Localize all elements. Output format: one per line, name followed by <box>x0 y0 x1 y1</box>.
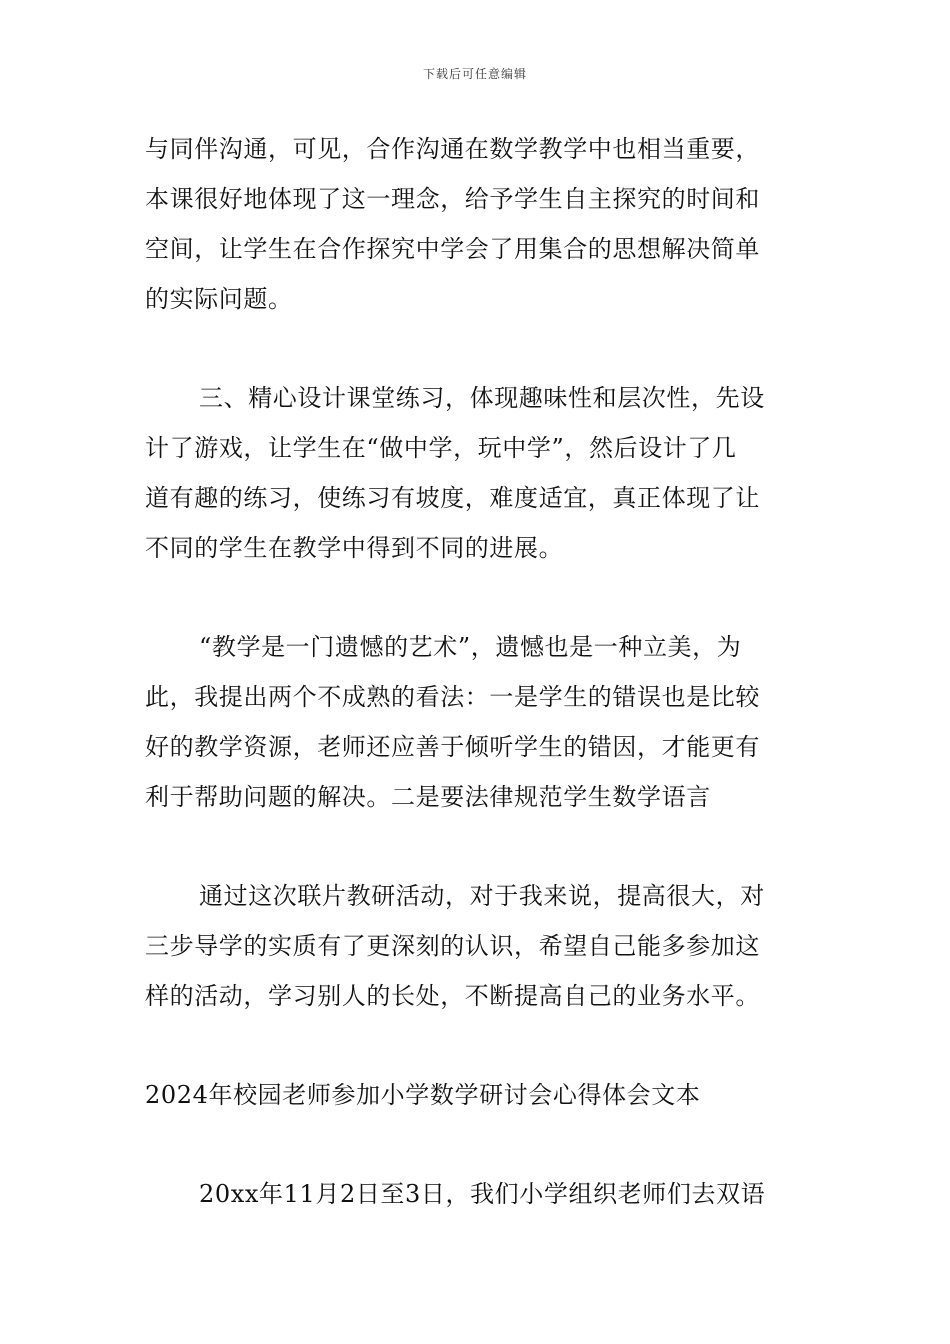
text-line: 三步导学的实质有了更深刻的认识，希望自己能多参加这 <box>145 932 760 960</box>
paragraph-2 <box>145 373 810 573</box>
paragraph-spacer <box>145 822 810 871</box>
text-line: 道有趣的练习，使练习有坡度，难度适宜，真正体现了让 <box>145 484 760 512</box>
section-title <box>145 1070 810 1120</box>
text-line: 20xx年11月2日至3日，我们小学组织老师们去双语 <box>199 1180 766 1208</box>
paragraph-1 <box>145 124 810 324</box>
text-line: 通过这次联片教研活动，对于我来说，提高很大，对 <box>199 882 765 910</box>
paragraph-spacer <box>145 573 810 622</box>
paragraph-spacer <box>145 324 810 373</box>
paragraph-3 <box>145 622 810 822</box>
paragraph-spacer <box>145 1021 810 1070</box>
paragraph-4 <box>145 871 810 1021</box>
text-line: “教学是一门遗憾的艺术”，遗憾也是一种立美，为 <box>199 633 742 661</box>
text-line: 本课很好地体现了这一理念，给予学生自主探究的时间和 <box>145 185 760 213</box>
text-line: 的实际问题。 <box>145 285 293 313</box>
document-title-line: 2024年校园老师参加小学数学研讨会心得体会文本 <box>145 1081 701 1109</box>
text-line: 计了游戏，让学生在“做中学，玩中学”，然后设计了几 <box>145 434 737 462</box>
text-line: 空间，让学生在合作探究中学会了用集合的思想解决简单 <box>145 235 760 263</box>
text-line: 此，我提出两个不成熟的看法：一是学生的错误也是比较 <box>145 683 760 711</box>
text-line: 三、精心设计课堂练习，体现趣味性和层次性，先设 <box>199 384 765 412</box>
paragraph-spacer <box>145 1120 810 1169</box>
text-line: 好的教学资源，老师还应善于倾听学生的错因，才能更有 <box>145 733 760 761</box>
text-line: 样的活动，学习别人的长处，不断提高自己的业务水平。 <box>145 982 760 1010</box>
page-header: 下载后可任意编辑 <box>422 67 527 81</box>
text-line: 不同的学生在教学中得到不同的进展。 <box>145 534 564 562</box>
text-line: 利于帮助问题的解决。二是要法律规范学生数学语言 <box>145 783 711 811</box>
paragraph-5 <box>145 1169 810 1219</box>
text-line: 与同伴沟通，可见，合作沟通在数学教学中也相当重要， <box>145 135 760 163</box>
document-body <box>145 124 810 1219</box>
